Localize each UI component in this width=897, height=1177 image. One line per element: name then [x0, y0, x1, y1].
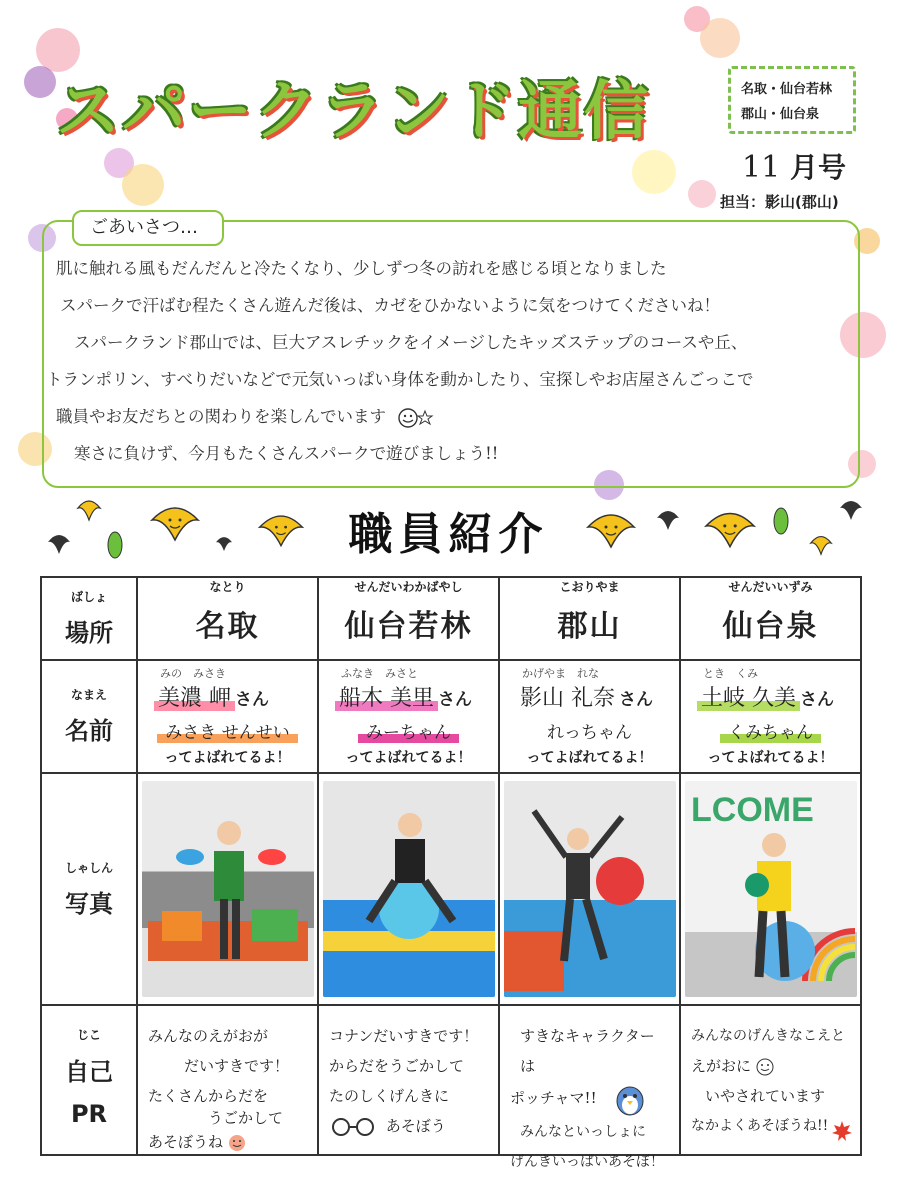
row-header-ruby: なまえ	[70, 688, 107, 703]
pr-cell	[137, 1005, 318, 1155]
row-header-location	[41, 577, 137, 660]
nickname-tail: ってよばれてるよ！	[164, 750, 291, 767]
pr-line: なかよくあそぼうね!!	[691, 1118, 829, 1135]
greeting-line: 寒さに負けず、今月もたくさんスパークで遊びましょう!!	[74, 444, 499, 463]
pr-line: みんなといっしょに	[520, 1124, 646, 1141]
row-header-name	[41, 660, 137, 773]
penguin-icon	[613, 1081, 647, 1117]
greeting-text	[46, 250, 856, 472]
pr-cell	[318, 1005, 499, 1155]
greeting-line: 職員やお友だちとの関わりを楽しんでいます	[56, 407, 386, 426]
row-header-ruby: じこ	[76, 1027, 101, 1042]
location-name: 仙台泉	[722, 608, 819, 644]
pr-line	[510, 1081, 669, 1117]
staff-figure-icon	[323, 781, 495, 997]
decor-bubble	[122, 164, 164, 206]
table-row-photo	[41, 773, 861, 1005]
pr-line-text: ポッチャマ!!	[510, 1089, 597, 1108]
pr-line-text: あそぼう	[385, 1117, 446, 1136]
staff-name: 影山 礼奈	[520, 686, 615, 712]
pr-text	[500, 1015, 679, 1171]
pr-line: コナンだいすきです！	[329, 1027, 479, 1046]
honorific: さん	[619, 690, 653, 711]
issue-number: 11	[742, 150, 781, 185]
location-ruby: なとり	[209, 579, 246, 594]
staff-photo	[323, 781, 495, 997]
nickname-line	[319, 718, 498, 743]
staff-photo	[685, 781, 857, 997]
greeting-line: トランポリン、すべりだいなどで元気いっぱい身体を動かしたり、宝探しやお店屋さんごっこで	[46, 370, 754, 389]
photo-cell	[137, 773, 318, 1005]
pr-cell	[499, 1005, 680, 1171]
location-cell	[137, 577, 318, 660]
staff-figure-icon	[142, 781, 314, 997]
pr-line: みんなのえがおが	[148, 1027, 269, 1046]
staff-name: 船木 美里	[335, 686, 438, 711]
name-line	[681, 681, 860, 712]
decor-bubble	[24, 66, 56, 98]
locations-box	[728, 66, 856, 134]
name-line	[138, 681, 317, 712]
name-line	[500, 681, 679, 712]
row-header-pr	[41, 1005, 137, 1155]
pr-line	[148, 1127, 307, 1157]
pr-text	[319, 1015, 498, 1145]
author-credit: 担当：影山(郡山)	[720, 193, 839, 211]
location-name: 仙台若林	[344, 608, 473, 644]
pr-line	[329, 1111, 488, 1141]
greeting-line-with-smiley	[56, 398, 856, 435]
location-name: 郡山	[557, 608, 622, 644]
pr-line: すきなキャラクターは	[520, 1027, 655, 1076]
locations-line-1: 名取・仙台若林	[741, 82, 833, 97]
nickname-tail: ってよばれてるよ！	[526, 750, 653, 767]
table-row-pr	[41, 1005, 861, 1155]
maple-leaf-icon	[830, 1119, 854, 1143]
smiley-icon	[397, 407, 437, 429]
decor-bubble	[688, 180, 716, 208]
location-cell	[680, 577, 861, 660]
location-cell	[499, 577, 680, 660]
decor-bubble	[700, 18, 740, 58]
name-line	[319, 681, 498, 712]
pr-text	[681, 1015, 860, 1145]
pr-line: げんきいっぱいあそぼ！	[510, 1154, 664, 1171]
pr-line-text: えがおに	[691, 1057, 752, 1076]
table-row-location	[41, 577, 861, 660]
row-header-photo	[41, 773, 137, 1005]
nickname: くみちゃん	[720, 723, 821, 743]
row-header-label: 写真	[65, 890, 113, 919]
name-cell	[137, 660, 318, 773]
glasses-icon	[329, 1117, 381, 1137]
row-header-label: 名前	[65, 717, 113, 746]
name-cell	[318, 660, 499, 773]
pr-line: たくさんからだを	[148, 1087, 269, 1106]
pr-line: みんなのげんきなこえと	[691, 1028, 845, 1045]
table-row-name	[41, 660, 861, 773]
staff-figure-icon	[504, 781, 676, 997]
staff-photo	[142, 781, 314, 997]
name-ruby: みの みさき	[160, 667, 226, 681]
pr-line: からだをうごかして	[329, 1057, 465, 1076]
locations-line-2: 郡山・仙台泉	[741, 107, 820, 122]
staff-section-heading: 職員紹介	[348, 509, 549, 560]
honorific: さん	[235, 690, 269, 711]
row-header-label: 自己 PR	[65, 1057, 113, 1128]
pr-line	[691, 1051, 850, 1081]
nickname-line	[500, 718, 679, 743]
name-ruby: とき くみ	[703, 667, 758, 681]
row-header-ruby: しゃしん	[64, 861, 113, 876]
greeting-line: 肌に触れる風もだんだんと冷たくなり、少しずつ冬の訪れを感じる頃となりました	[56, 259, 667, 278]
photo-cell	[499, 773, 680, 1005]
nickname-line	[681, 718, 860, 743]
name-cell	[499, 660, 680, 773]
nickname: みーちゃん	[358, 723, 459, 743]
name-cell	[680, 660, 861, 773]
location-name: 名取	[195, 608, 260, 644]
greeting-label: ごあいさつ…	[72, 210, 224, 246]
greeting-line: スパークランド郡山では、巨大アスレチックをイメージしたキッズステップのコースや丘、	[74, 333, 748, 352]
pr-line: いやされています	[705, 1087, 826, 1106]
issue-suffix: 月号	[789, 151, 846, 184]
staff-photo	[504, 781, 676, 997]
row-header-ruby: ばしょ	[70, 590, 107, 605]
pr-line: たのしくげんきに	[329, 1087, 450, 1106]
staff-table	[40, 576, 862, 1171]
smiley-icon	[756, 1058, 774, 1076]
nickname-line	[138, 718, 317, 743]
name-ruby: ふなき みさと	[341, 667, 418, 681]
nickname: みさき せんせい	[157, 723, 297, 743]
honorific: さん	[800, 690, 834, 711]
pr-cell	[680, 1005, 861, 1155]
staff-name: 土岐 久美	[697, 686, 800, 711]
smiley-icon	[228, 1134, 246, 1152]
svg-text:LCOME: LCOME	[690, 791, 814, 830]
pr-line: だいすきです！	[184, 1057, 290, 1076]
name-ruby: かげやま れな	[522, 667, 599, 681]
nickname: れっちゃん	[547, 723, 632, 744]
pr-line-text: あそぼうね	[148, 1133, 224, 1152]
staff-figure-icon	[685, 781, 857, 997]
pr-text	[138, 1015, 317, 1152]
location-ruby: せんだいいずみ	[728, 579, 813, 594]
photo-cell	[680, 773, 861, 1005]
decor-bubble	[632, 150, 676, 194]
pr-line: うごかして	[208, 1109, 284, 1128]
nickname-tail: ってよばれてるよ！	[707, 750, 834, 767]
honorific: さん	[438, 690, 472, 711]
location-ruby: せんだいわかばやし	[354, 579, 463, 594]
location-cell	[318, 577, 499, 660]
photo-cell	[318, 773, 499, 1005]
greeting-line: スパークで汗ばむ程たくさん遊んだ後は、カゼをひかないように気をつけてくださいね！	[60, 296, 720, 315]
row-header-label: 場所	[65, 619, 113, 648]
issue-label	[742, 146, 846, 186]
nickname-tail: ってよばれてるよ！	[345, 750, 472, 767]
staff-name: 美濃 岬	[154, 686, 235, 711]
location-ruby: こおりやま	[559, 579, 620, 594]
newsletter-title: スパークランド通信	[56, 75, 650, 149]
